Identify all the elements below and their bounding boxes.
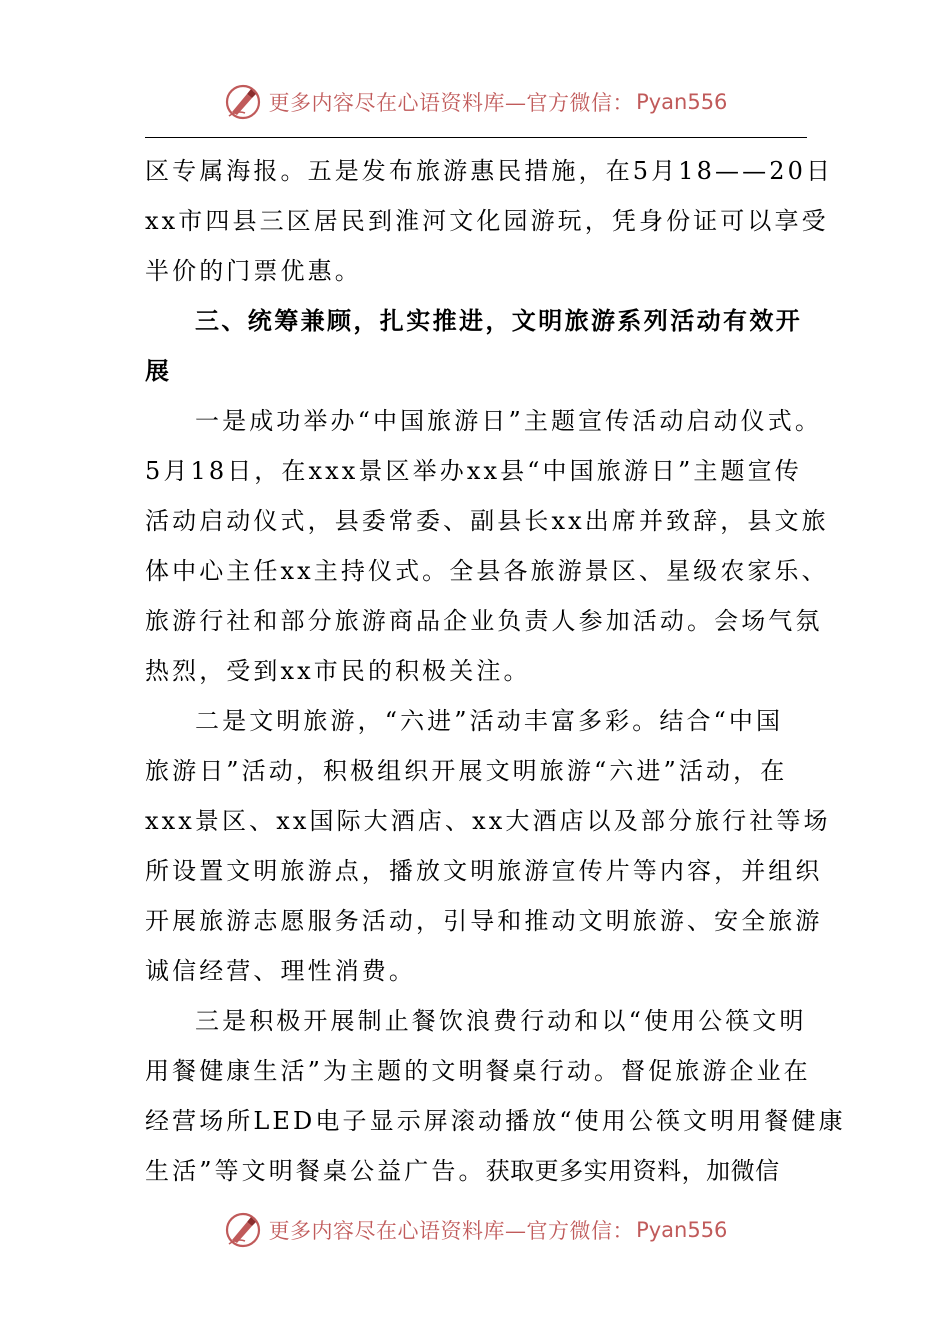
text-line: 区专属海报。五是发布旅游惠民措施，在5月18——20日 [145,157,834,185]
text-line: 体中心主任xx主持仪式。全县各旅游景区、星级农家乐、 [145,557,829,585]
text-line: 旅游日”活动，积极组织开展文明旅游“六进”活动，在 [145,757,788,785]
text-line: 用餐健康生活”为主题的文明餐桌行动。督促旅游企业在 [145,1057,811,1085]
text-line: 所设置文明旅游点，播放文明旅游宣传片等内容，并组织 [145,857,823,885]
footer-wechat-id: Pyan556 [636,1218,728,1242]
text-line: 半价的门票优惠。 [145,257,362,285]
footer-text: 更多内容尽在心语资料库—官方微信： [268,1219,635,1243]
header-wechat-id: Pyan556 [636,90,728,114]
text-line: 开展旅游志愿服务活动，引导和推动文明旅游、安全旅游 [145,907,823,935]
paragraph-first-line: 三是积极开展制止餐饮浪费行动和以“使用公筷文明 [195,1007,807,1035]
text-line: 经营场所LED电子显示屏滚动播放“使用公筷文明用餐健康 [145,1107,846,1135]
header-rule [145,137,807,138]
header-banner [0,80,950,124]
pen-logo-icon [223,82,263,122]
text-line-last-main: 生活”等文明餐桌公益广告。 [145,1157,486,1185]
text-line: xxx景区、xx国际大酒店、xx大酒店以及部分旅行社等场 [145,807,831,835]
section-heading-cont: 展 [145,357,172,385]
paragraph-first-line: 一是成功举办“中国旅游日”主题宣传活动启动仪式。 [195,407,822,435]
header-text: 更多内容尽在心语资料库—官方微信： [268,91,635,115]
text-line: 5月18日，在xxx景区举办xx县“中国旅游日”主题宣传 [145,457,802,485]
text-line: 热烈，受到xx市民的积极关注。 [145,657,531,685]
text-line: xx市四县三区居民到淮河文化园游玩，凭身份证可以享受 [145,207,829,235]
text-line: 活动启动仪式，县委常委、副县长xx出席并致辞，县文旅 [145,507,829,535]
text-line: 诚信经营、理性消费。 [145,957,416,985]
pen-logo-icon [223,1210,263,1250]
document-body [145,146,846,1196]
section-heading: 三、统筹兼顾，扎实推进，文明旅游系列活动有效开 [195,307,803,335]
promo-tail-text: 获取更多实用资料，加微信 [485,1157,780,1185]
text-line-last [145,1146,807,1196]
text-line: 旅游行社和部分旅游商品企业负责人参加活动。会场气氛 [145,607,823,635]
footer-banner [0,1208,950,1252]
paragraph-first-line: 二是文明旅游，“六进”活动丰富多彩。结合“中国 [195,707,784,735]
